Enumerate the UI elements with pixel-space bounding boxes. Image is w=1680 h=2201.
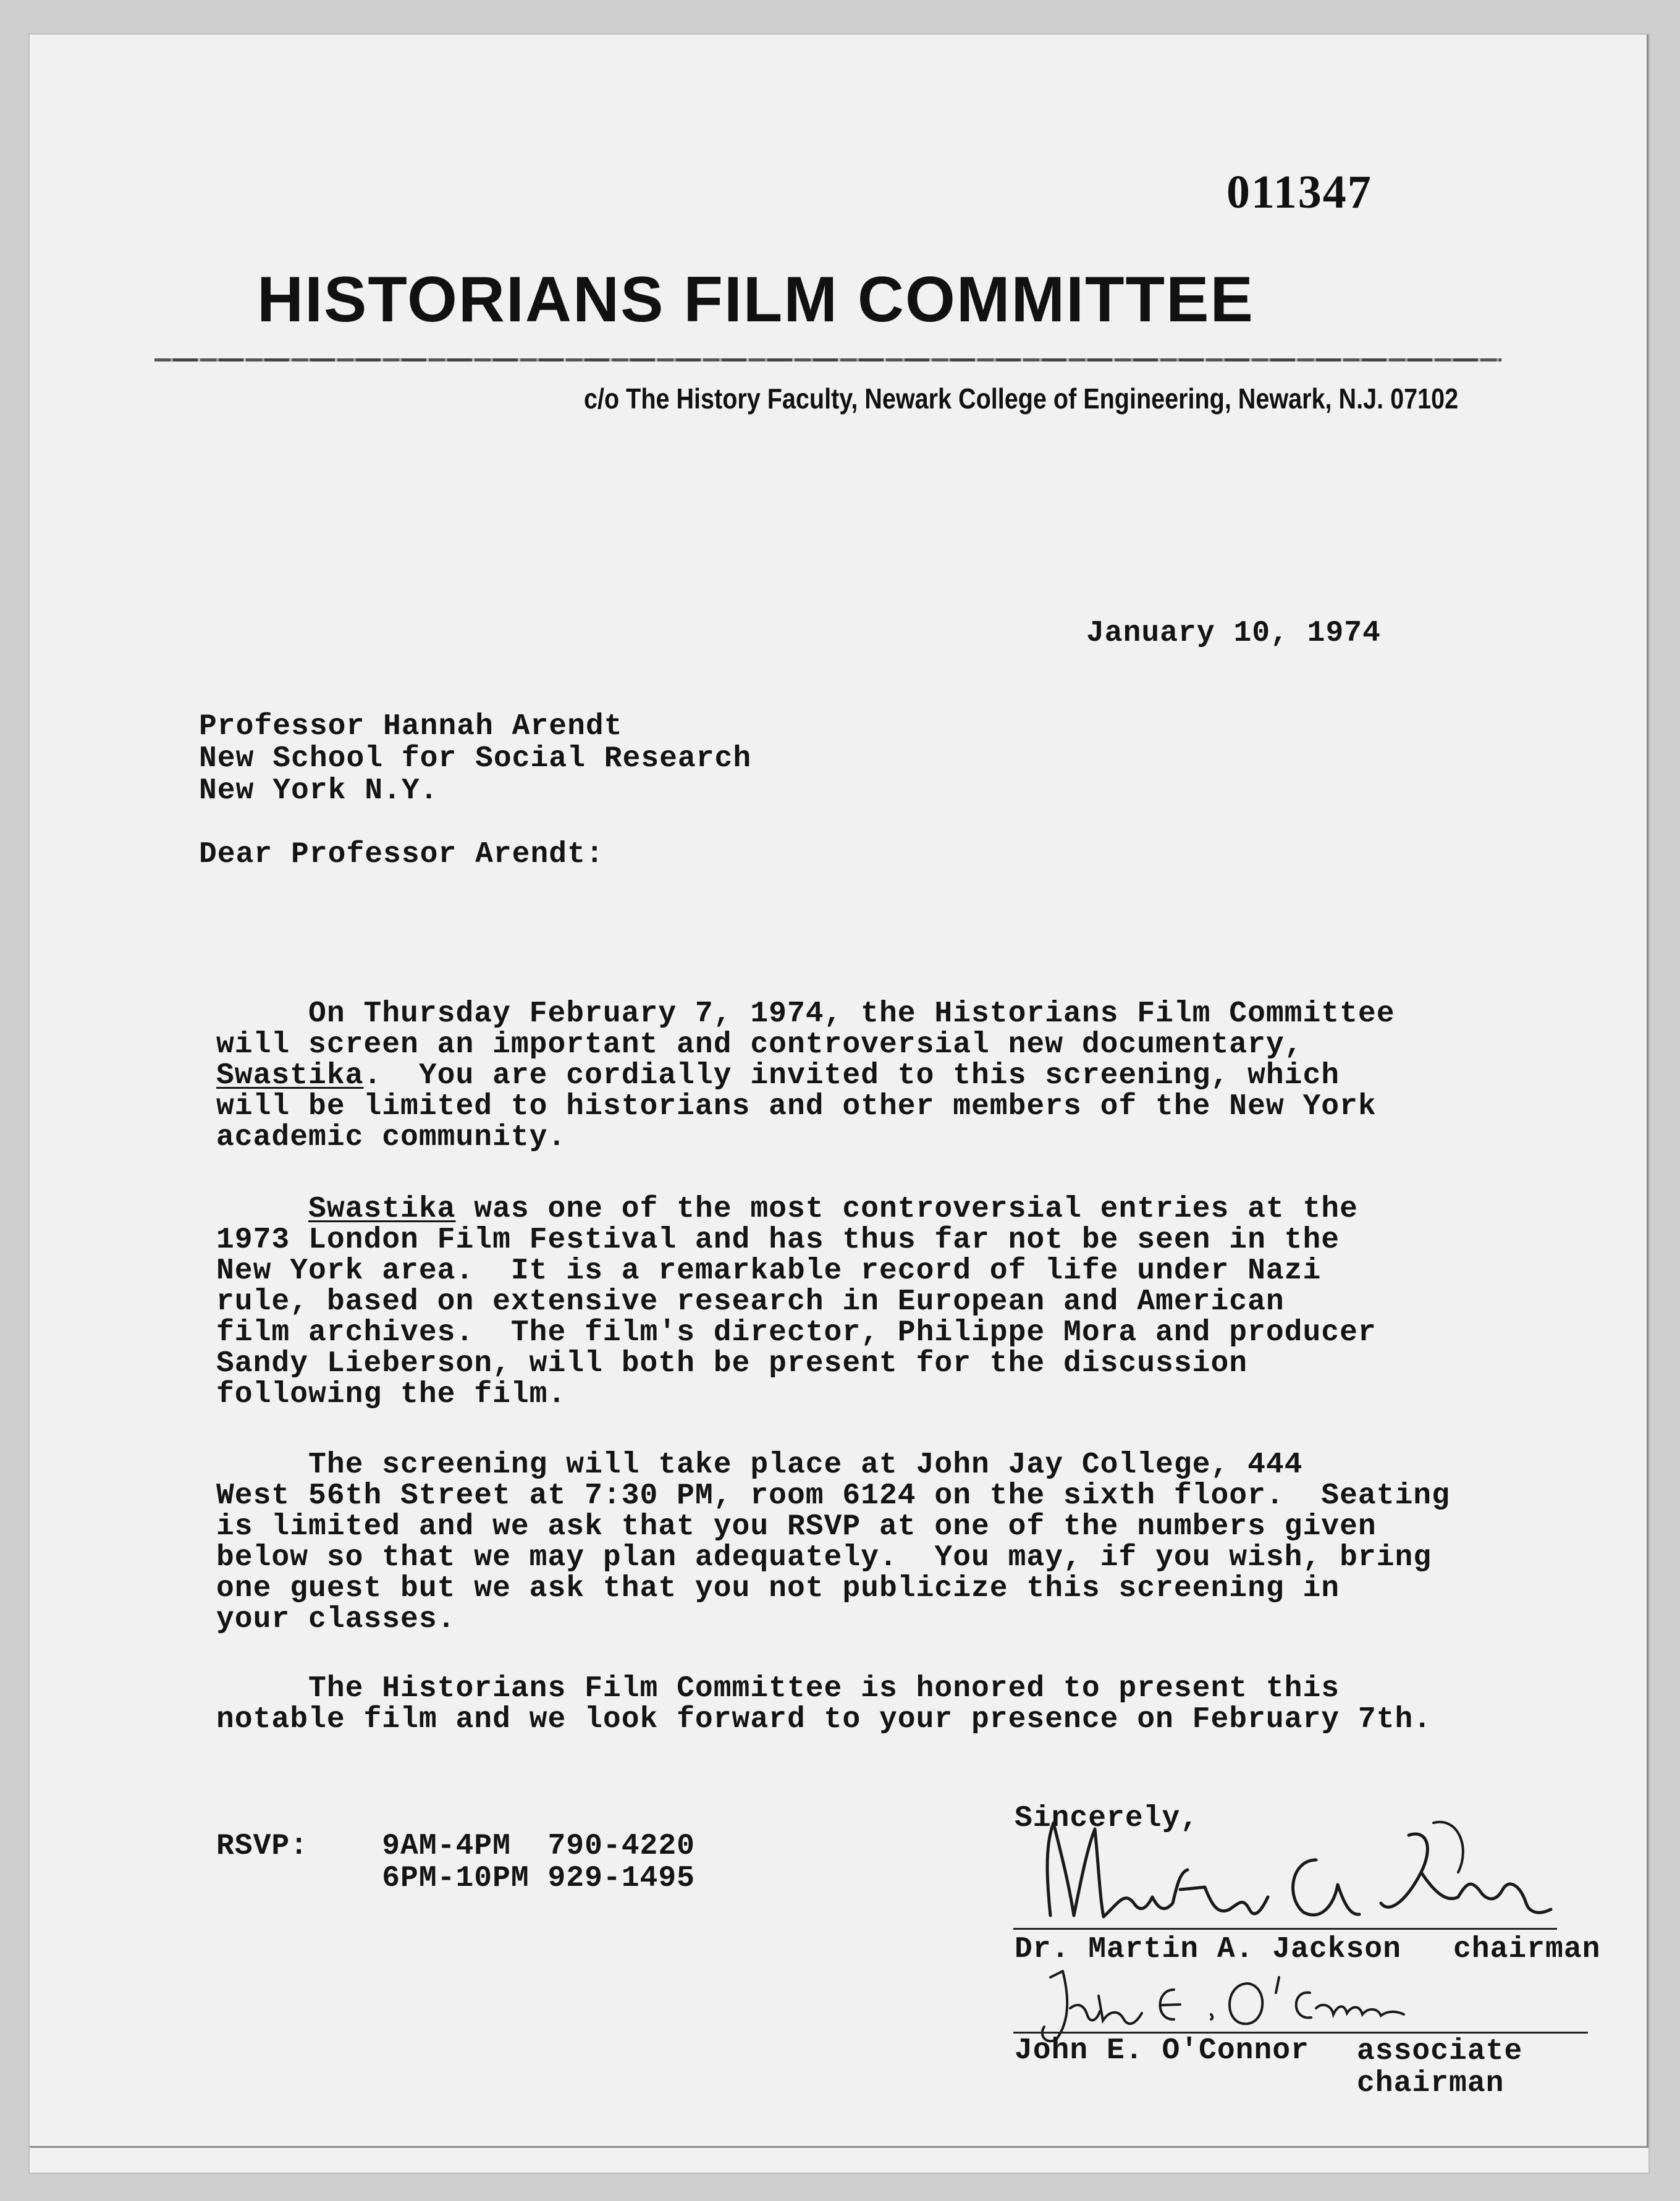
signer-role <box>1357 2035 1522 2100</box>
recipient-institution: New School for Social Research <box>199 742 752 775</box>
rsvp-phone-day: 9AM-4PM 790-4220 <box>382 1830 695 1863</box>
document-number: 011347 <box>1226 166 1372 218</box>
paragraph-line: The screening will take place at John Jay College, 444 <box>216 1448 1303 1482</box>
film-title: Swastika <box>216 1059 364 1092</box>
rsvp-block <box>216 1830 695 1895</box>
rsvp-phone-evening: 6PM-10PM 929-1495 <box>382 1862 695 1895</box>
letterhead-rule <box>154 358 1501 361</box>
letterhead-title: HISTORIANS FILM COMMITTEE <box>257 264 1254 336</box>
paragraph-line: Sandy Lieberson, will both be present for the discussion <box>216 1347 1248 1380</box>
letter-date: January 10, 1974 <box>1086 617 1381 650</box>
paragraph-line: academic community. <box>216 1121 567 1154</box>
recipient-address <box>199 711 751 807</box>
paragraph-4 <box>216 1673 1432 1735</box>
signature-line <box>1013 1928 1557 1930</box>
paragraph-2 <box>216 1194 1377 1410</box>
paragraph-line: will be limited to historians and other members of the New York <box>216 1090 1377 1123</box>
signer-role-line: chairman <box>1357 2067 1505 2100</box>
signer-name: Dr. Martin A. Jackson <box>1015 1933 1401 1966</box>
signer-role-line: associate <box>1357 2035 1523 2068</box>
paragraph-3 <box>216 1450 1450 1635</box>
rsvp-line <box>216 1830 695 1862</box>
paragraph-line: 1973 London Film Festival and has thus far not be seen in the <box>216 1223 1340 1257</box>
paragraph-line: will screen an important and controversial new documentary, <box>216 1028 1303 1062</box>
salutation: Dear Professor Arendt: <box>199 838 604 871</box>
signer-role: chairman <box>1453 1933 1601 1966</box>
recipient-name: Professor Hannah Arendt <box>199 710 623 743</box>
paragraph-line: The Historians Film Committee is honored to present this <box>216 1672 1340 1705</box>
paragraph-line: following the film. <box>216 1378 567 1411</box>
paragraph-text: . You are cordially invited to this screening, which <box>363 1059 1340 1092</box>
paragraph-text: was one of the most controversial entries at the <box>455 1193 1358 1226</box>
paragraph-line: New York area. It is a remarkable record of life under Nazi <box>216 1254 1322 1288</box>
paragraph-line: On Thursday February 7, 1974, the Historians Film Committee <box>216 997 1395 1031</box>
signature-line <box>1013 2032 1588 2034</box>
paragraph-line: one guest but we ask that you not publicize this screening in <box>216 1572 1340 1605</box>
signature-jackson <box>1026 1810 1557 1934</box>
rsvp-line <box>216 1862 695 1895</box>
paragraph-1 <box>216 999 1395 1153</box>
film-title: Swastika <box>308 1193 456 1226</box>
indent <box>216 1193 308 1226</box>
paragraph-line: below so that we may plan adequately. You may, if you wish, bring <box>216 1541 1432 1574</box>
signer-name: John E. O'Connor <box>1015 2034 1309 2068</box>
closing: Sincerely, <box>1015 1802 1199 1835</box>
recipient-city: New York N.Y. <box>199 774 439 808</box>
paragraph-line: your classes. <box>216 1603 456 1636</box>
paragraph-line: is limited and we ask that you RSVP at one of the numbers given <box>216 1510 1377 1544</box>
paragraph-line: West 56th Street at 7:30 PM, room 6124 on the sixth floor. Seating <box>216 1479 1450 1513</box>
paragraph-line: rule, based on extensive research in European and American <box>216 1285 1285 1319</box>
letterhead-address: c/o The History Faculty, Newark College of Engineering, Newark, N.J. 07102 <box>584 382 1459 415</box>
paragraph-line: film archives. The film's director, Philippe Mora and producer <box>216 1316 1377 1350</box>
paragraph-line: notable film and we look forward to your presence on February 7th. <box>216 1703 1432 1736</box>
paragraph-line <box>216 1194 1377 1225</box>
paragraph-line <box>216 1060 1395 1091</box>
rsvp-label: RSVP: <box>216 1830 309 1863</box>
